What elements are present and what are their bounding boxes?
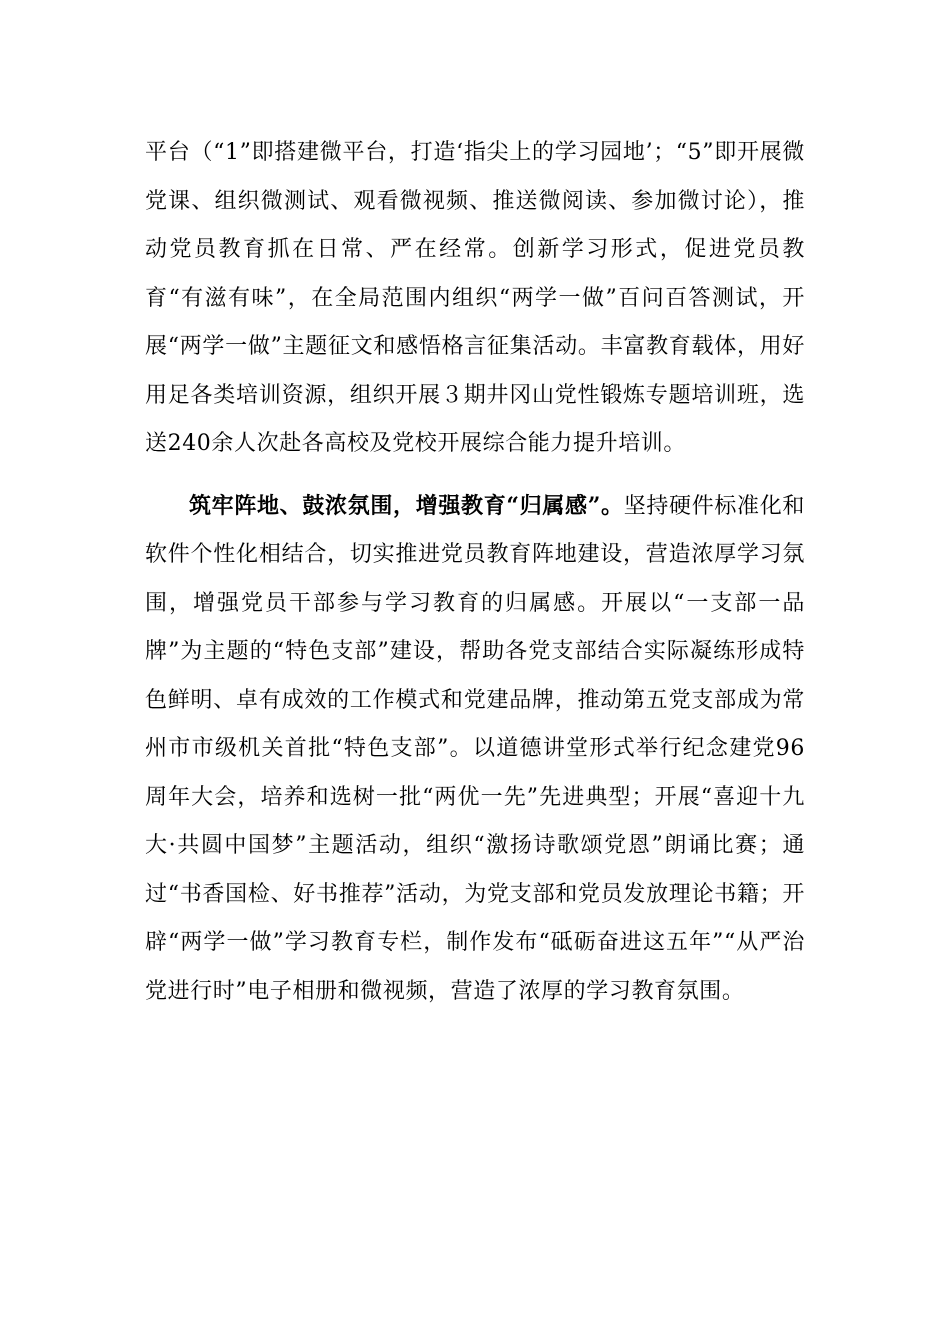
paragraph-2 [145, 482, 805, 1017]
document-page [145, 128, 805, 1016]
paragraph-2-lead: 筑牢阵地、鼓浓氛围，增强教育“归属感”。 [189, 492, 624, 519]
paragraph-2-text: 坚持硬件标准化和软件个性化相结合，切实推进党员教育阵地建设，营造浓厚学习氛围，增强党员干部参与学习教育的归属感。开展以“一支部一品牌”为主题的“特色支部”建设，帮助各党支部结合实际凝练形成特色鲜明、卓有成效的工作模式和党建品牌，推动第五党支部成为常州市市级机关首批“特色支部”。以道德讲堂形式举行纪念建党96周年大会，培养和选树一批“两优一先”先进典型；开展“喜迎十九大·共圆中国梦”主题活动，组织“激扬诗歌颂党恩”朗诵比赛；通过“书香国检、好书推荐”活动，为党支部和党员发放理论书籍；开辟“两学一做”学习教育专栏，制作发布“砥砺奋进这五年”“从严治党进行时”电子相册和微视频，营造了浓厚的学习教育氛围。 [145, 493, 805, 1004]
paragraph-1 [145, 128, 805, 469]
paragraph-1-text: 平台（“1”即搭建微平台，打造‘指尖上的学习园地’；“5”即开展微党课、组织微测试、观看微视频、推送微阅读、参加微讨论），推动党员教育抓在日常、严在经常。创新学习形式，促进党员教育“有滋有味”，在全局范围内组织“两学一做”百问百答测试，开展“两学一做”主题征文和感悟格言征集活动。丰富教育载体，用好用足各类培训资源，组织开展３期井冈山党性锻炼专题培训班，选送240余人次赴各高校及党校开展综合能力提升培训。 [145, 140, 805, 456]
